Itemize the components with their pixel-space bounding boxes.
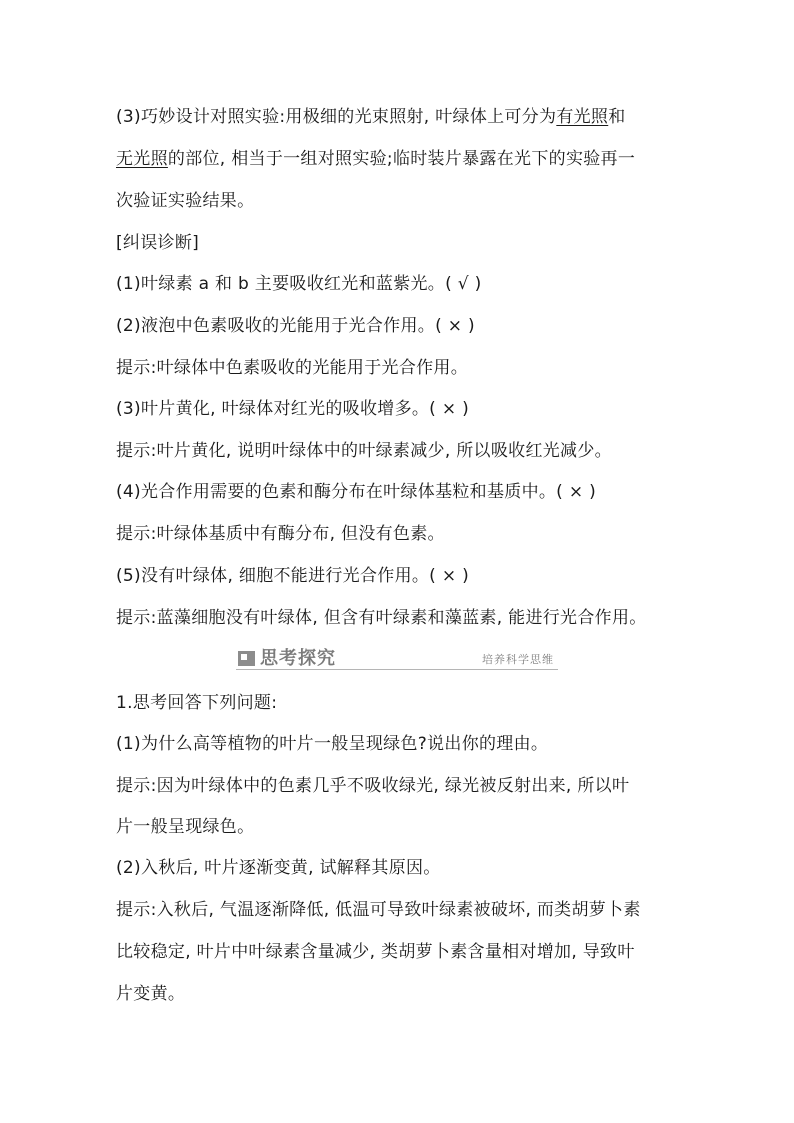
question-item: (2)液泡中色素吸收的光能用于光合作用。( × )	[116, 316, 475, 336]
hint-text: 提示:叶绿体基质中有酶分布, 但没有色素。	[116, 524, 445, 544]
hint-text: 提示:蓝藻细胞没有叶绿体, 但含有叶绿素和藻蓝素, 能进行光合作用。	[116, 608, 647, 628]
question-item: (3)叶片黄化, 叶绿体对红光的吸收增多。( × )	[116, 399, 470, 419]
hint-text: 提示:因为叶绿体中的色素几乎不吸收绿光, 绿光被反射出来, 所以叶	[116, 776, 630, 796]
hint-text: 提示:入秋后, 气温逐渐降低, 低温可导致叶绿素被破坏, 而类胡萝卜素	[116, 900, 641, 920]
paragraph-line: 无光照的部位, 相当于一组对照实验;临时装片暴露在光下的实验再一	[116, 149, 636, 169]
question-item: (1)为什么高等植物的叶片一般呈现绿色?说出你的理由。	[116, 734, 549, 754]
paragraph-line: 次验证实验结果。	[116, 191, 255, 211]
hint-text: 片变黄。	[116, 984, 186, 1004]
question-item: (4)光合作用需要的色素和酶分布在叶绿体基粒和基质中。( × )	[116, 482, 596, 502]
section-banner	[236, 648, 558, 670]
question-heading: 1.思考回答下列问题:	[116, 693, 278, 713]
question-item: (2)入秋后, 叶片逐渐变黄, 试解释其原因。	[116, 858, 441, 878]
hint-text: 提示:叶绿体中色素吸收的光能用于光合作用。	[116, 358, 469, 378]
underlined-term: 有光照	[556, 107, 609, 127]
question-item: (1)叶绿素 a 和 b 主要吸收红光和蓝紫光。( √ )	[116, 274, 482, 294]
paragraph-line: (3)巧妙设计对照实验:用极细的光束照射, 叶绿体上可分为有光照和	[116, 107, 626, 127]
underlined-term: 无光照	[116, 149, 168, 169]
section-marker-icon	[238, 651, 255, 666]
banner-tag: 培养科学思维	[482, 653, 554, 666]
hint-text: 比较稳定, 叶片中叶绿素含量减少, 类胡萝卜素含量相对增加, 导致叶	[116, 942, 635, 962]
question-item: (5)没有叶绿体, 细胞不能进行光合作用。( × )	[116, 566, 470, 586]
section-label: [纠误诊断]	[116, 233, 200, 253]
hint-text: 提示:叶片黄化, 说明叶绿体中的叶绿素减少, 所以吸收红光减少。	[116, 441, 612, 461]
banner-divider	[236, 669, 558, 670]
banner-title: 思考探究	[260, 648, 336, 669]
hint-text: 片一般呈现绿色。	[116, 817, 255, 837]
